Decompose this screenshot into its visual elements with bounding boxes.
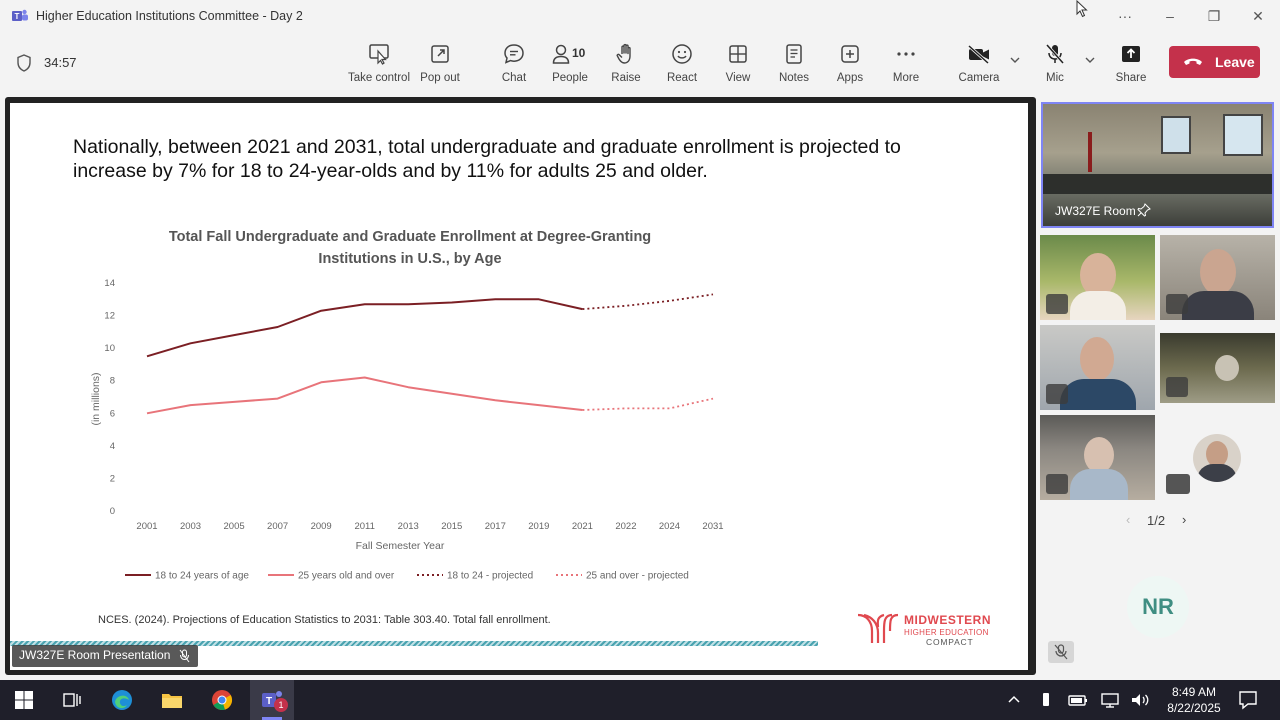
x-tick-label: 2013: [397, 521, 419, 532]
apps-button[interactable]: Apps: [830, 42, 870, 92]
participant-video-tile[interactable]: [1040, 415, 1155, 500]
mic-off-icon: [1043, 42, 1067, 66]
pop-out-button[interactable]: Pop out: [414, 42, 466, 92]
taskbar-clock[interactable]: 8:49 AM 8/22/2025: [1167, 685, 1221, 715]
notes-icon: [782, 42, 806, 66]
mic-off-icon: [1048, 641, 1074, 663]
participant-mic-off-icon: [1166, 474, 1190, 494]
close-button[interactable]: ✕: [1252, 8, 1264, 24]
x-tick-label: 2017: [484, 521, 506, 532]
series-line: [582, 399, 713, 410]
hang-up-icon: [1183, 56, 1203, 68]
svg-text:T: T: [14, 12, 20, 21]
share-button[interactable]: Share: [1112, 42, 1150, 92]
hand-icon: [614, 42, 638, 66]
shield-icon: [16, 54, 32, 72]
legend-label: 18 to 24 years of age: [155, 570, 249, 582]
usb-device-icon[interactable]: [1034, 688, 1058, 712]
add-app-icon: [838, 42, 862, 66]
restore-button[interactable]: ❐: [1207, 8, 1221, 24]
meeting-toolbar: [0, 32, 1280, 94]
svg-text:T: T: [265, 696, 273, 707]
chat-button[interactable]: Chat: [494, 42, 534, 92]
presentation-slide: [10, 103, 1028, 670]
participant-initials-avatar[interactable]: NR: [1127, 576, 1189, 638]
participant-mic-off-icon: [1166, 377, 1188, 397]
y-tick-label: 14: [104, 278, 115, 289]
y-tick-label: 8: [109, 375, 115, 387]
tray-expand-icon[interactable]: [1002, 688, 1026, 712]
share-icon: [1119, 42, 1143, 66]
pager-next-icon[interactable]: ›: [1182, 512, 1187, 527]
task-view-icon[interactable]: [60, 688, 84, 712]
participant-avatar[interactable]: [1193, 434, 1241, 482]
y-tick-label: 0: [109, 506, 115, 517]
meeting-timer: 34:57: [44, 55, 77, 70]
network-icon[interactable]: [1098, 688, 1122, 712]
room-label: JW327E Room: [1055, 204, 1136, 218]
notes-button[interactable]: Notes: [774, 42, 814, 92]
battery-icon[interactable]: [1066, 688, 1090, 712]
pager-prev-icon[interactable]: ‹: [1126, 512, 1131, 527]
x-tick-label: 2001: [136, 521, 158, 532]
camera-button[interactable]: Camera: [956, 42, 1002, 92]
legend-label: 18 to 24 - projected: [447, 570, 534, 582]
chrome-browser-icon[interactable]: [210, 688, 234, 712]
window-title: Higher Education Institutions Committee - Day 2: [36, 9, 303, 23]
slide-headline: Nationally, between 2021 and 2031, total undergraduate and graduate enrollment is projected to increase by 7% for 18 to 24-year-olds and by 11% for adults 25 and older.: [73, 136, 901, 182]
file-explorer-icon[interactable]: [160, 688, 184, 712]
series-line: [147, 378, 582, 414]
y-tick-label: 10: [104, 343, 115, 355]
people-count: 10: [572, 46, 586, 60]
room-video-tile[interactable]: [1041, 102, 1274, 228]
teams-logo-icon: [12, 9, 28, 23]
mouse-cursor-icon: [1076, 0, 1090, 18]
more-button[interactable]: More: [886, 42, 926, 92]
view-button[interactable]: View: [718, 42, 758, 92]
enrollment-line-chart: [10, 103, 1028, 670]
ellipsis-icon: [894, 42, 918, 66]
x-tick-label: 2024: [658, 521, 681, 532]
participant-mic-off-icon: [1046, 474, 1068, 494]
teams-notification-badge: 1: [274, 698, 288, 712]
raise-hand-button[interactable]: Raise: [606, 42, 646, 92]
gallery-pager: ‹ 1/2 ›: [1126, 512, 1187, 528]
take-control-icon: [367, 42, 391, 66]
grid-icon: [726, 42, 750, 66]
pop-out-icon: [428, 42, 452, 66]
people-button[interactable]: 10 People: [550, 42, 590, 92]
title-bar: [0, 0, 1280, 32]
participant-video-tile[interactable]: [1040, 235, 1155, 320]
x-axis-label: Fall Semester Year: [355, 540, 445, 552]
x-tick-label: 2009: [310, 521, 332, 532]
y-axis-label: (in millions): [90, 372, 102, 426]
participant-video-tile[interactable]: [1160, 333, 1275, 403]
react-button[interactable]: React: [662, 42, 702, 92]
presentation-name-label: JW327E Room Presentation: [12, 645, 198, 667]
smiley-icon: [670, 42, 694, 66]
windows-start-icon[interactable]: [12, 688, 36, 712]
mhec-logo: MIDWESTERN HIGHER EDUCATION COMPACT: [856, 609, 1006, 649]
y-tick-label: 12: [104, 310, 115, 322]
edge-browser-icon[interactable]: [110, 688, 134, 712]
more-options-icon[interactable]: ···: [1118, 8, 1132, 24]
y-tick-label: 6: [109, 408, 115, 420]
notifications-icon[interactable]: [1236, 688, 1260, 712]
y-tick-label: 4: [109, 440, 115, 452]
x-tick-label: 2003: [179, 521, 202, 532]
x-tick-label: 2021: [571, 521, 593, 532]
camera-off-icon: [966, 42, 992, 66]
camera-options-chevron-icon[interactable]: [1009, 54, 1021, 66]
series-line: [582, 294, 713, 309]
participant-mic-off-icon: [1046, 384, 1068, 404]
mic-options-chevron-icon[interactable]: [1084, 54, 1096, 66]
pin-icon[interactable]: [1137, 203, 1151, 217]
teams-taskbar-button[interactable]: [250, 680, 294, 720]
volume-icon[interactable]: [1128, 688, 1152, 712]
x-tick-label: 2015: [441, 521, 463, 532]
x-tick-label: 2019: [528, 521, 550, 532]
series-line: [147, 299, 582, 356]
mic-muted-icon: [179, 649, 190, 663]
y-tick-label: 2: [109, 473, 115, 485]
legend-label: 25 years old and over: [298, 570, 395, 582]
legend-label: 25 and over - projected: [586, 570, 689, 582]
x-tick-label: 2031: [702, 521, 724, 532]
x-tick-label: 2011: [354, 521, 375, 532]
leave-button[interactable]: Leave: [1169, 46, 1260, 78]
people-icon: [552, 42, 574, 66]
chat-icon: [502, 42, 526, 66]
x-tick-label: 2007: [267, 521, 289, 532]
mic-button[interactable]: Mic: [1036, 42, 1074, 92]
participant-video-tile[interactable]: [1040, 325, 1155, 410]
slide-citation: NCES. (2024). Projections of Education Statistics to 2031: Table 303.40. Total fall enrollment.: [98, 614, 551, 626]
x-tick-label: 2005: [223, 521, 245, 532]
participant-video-tile[interactable]: [1160, 235, 1275, 320]
windows-taskbar: [0, 680, 1280, 720]
x-tick-label: 2022: [615, 521, 637, 532]
participant-mic-off-icon: [1046, 294, 1068, 314]
participant-mic-off-icon: [1166, 294, 1188, 314]
chart-title: Total Fall Undergraduate and Graduate Enrollment at Degree-Granting Institutions in U.S., by Age: [168, 229, 652, 267]
take-control-button[interactable]: Take control: [348, 42, 410, 92]
mhec-logo-mark-icon: [856, 611, 900, 645]
minimize-button[interactable]: –: [1166, 8, 1174, 24]
